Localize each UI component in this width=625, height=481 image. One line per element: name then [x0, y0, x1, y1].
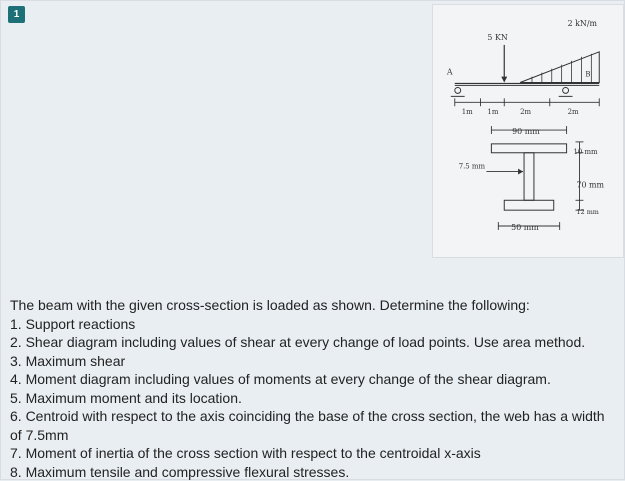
- support-a-label: A: [446, 68, 453, 77]
- point-load-arrowhead: [501, 77, 507, 83]
- support-a-pin: [455, 87, 461, 93]
- question-item: 3. Maximum shear: [10, 352, 610, 371]
- flange-thickness-label: 10 mm: [574, 148, 599, 156]
- web: [524, 153, 534, 201]
- question-item: 7. Moment of inertia of the cross section with respect to the centroidal x-axis: [10, 444, 610, 463]
- bottom-flange-thickness-label: 12 mm: [576, 208, 598, 216]
- distributed-load-label: 2 kN/m: [568, 19, 598, 28]
- beam-figure: [432, 4, 624, 258]
- top-flange: [491, 144, 566, 153]
- question-number-badge: 1: [8, 6, 25, 23]
- bottom-flange: [504, 200, 553, 210]
- span-4-label: 2m: [568, 108, 579, 116]
- web-width-arrowhead: [518, 169, 523, 175]
- top-width-label: 90 mm: [512, 127, 540, 136]
- question-item: 2. Shear diagram including values of shear at every change of load points. Use area method.: [10, 333, 610, 352]
- question-item: 5. Maximum moment and its location.: [10, 389, 610, 408]
- span-1-label: 1m: [462, 108, 473, 116]
- beam-figure-svg: [433, 5, 623, 257]
- question-list: [10, 315, 610, 481]
- web-height-label: 70 mm: [576, 180, 604, 189]
- question-intro: The beam with the given cross-section is loaded as shown. Determine the following:: [10, 296, 610, 315]
- span-2-label: 1m: [487, 108, 498, 116]
- question-item: 8. Maximum tensile and compressive flexural stresses.: [10, 463, 610, 481]
- span-3-label: 2m: [520, 108, 531, 116]
- support-b-pin: [563, 87, 569, 93]
- question-item: 4. Moment diagram including values of moments at every change of the shear diagram.: [10, 370, 610, 389]
- bottom-width-label: 50 mm: [511, 223, 539, 232]
- question-item: 1. Support reactions: [10, 315, 610, 334]
- web-width-label: 7.5 mm: [459, 163, 486, 171]
- support-b-label: B: [585, 71, 590, 79]
- point-load-label: 5 KN: [487, 33, 507, 42]
- question-text-block: [10, 296, 610, 481]
- question-item: 6. Centroid with respect to the axis coinciding the base of the cross section, the web has a width of 7.5mm: [10, 407, 610, 444]
